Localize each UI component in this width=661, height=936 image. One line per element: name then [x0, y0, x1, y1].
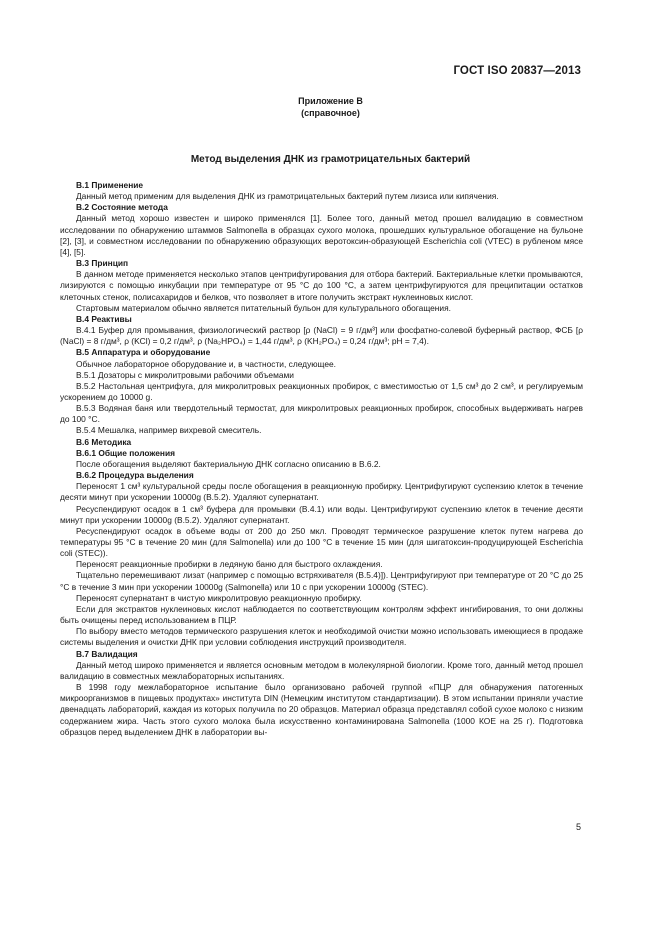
section-heading: В.5 Аппаратура и оборудование [76, 347, 211, 358]
body-paragraph: Тщательно перемешивают лизат (например с помощью встряхивателя (В.5.4)]). Центрифугируют при температуре от 20 °С до 25 °С в течение 3 мин при ускорении 10000g (Salmonella) или 10 с при ускорении 10000g (STEC). [60, 570, 583, 592]
section-heading: В.6.1 Общие положения [76, 447, 175, 458]
body-paragraph: В.4.1 Буфер для промывания, физиологический раствор [ρ (NaCl) = 9 г/дм³] или фосфатно-солевой буферный раствор, ФСБ [ρ (NaCl) = 8 г/дм³, ρ (KCl) = 0,2 г/дм³, ρ (Na₂HPO₄) = 1,44 г/дм³, ρ (KH₂PO₄) = 0,24 г/дм³; pH = 7,4). [60, 325, 583, 347]
section-heading: В.4 Реактивы [76, 313, 132, 324]
body-paragraph: Переносят супернатант в чистую микролитровую реакционную пробирку. [76, 592, 362, 603]
body-paragraph: Данный метод применим для выделения ДНК из грамотрицательных бактерий путем лизиса или кипячения. [76, 191, 499, 202]
body-paragraph: Переносят реакционные пробирки в ледяную баню для быстрого охлаждения. [76, 559, 383, 570]
body-paragraph: В.5.4 Мешалка, например вихревой смеситель. [76, 425, 262, 436]
section-heading: В.6.2 Процедура выделения [76, 470, 194, 481]
body-paragraph: Ресуспендируют осадок в объеме воды от 200 до 250 мкл. Проводят термическое разрушение клеток путем нагрева до температуры 95 °С в течение 20 мин (для Salmonella) или до 100 °С в течение 15 мин (для шигатоксин-продуцирующей Escherichia coli (STEC)). [60, 525, 583, 559]
body-paragraph: По выбору вместо методов термического разрушения клеток и необходимой очистки можно использовать имеющиеся в продаже системы выделения и очистки ДНК при условии соблюдения инструкций производителя. [60, 626, 583, 648]
section-heading: В.6 Методика [76, 436, 132, 447]
body-paragraph: Обычное лабораторное оборудование и, в частности, следующее. [76, 358, 336, 369]
section-heading: В.7 Валидация [76, 648, 138, 659]
body-paragraph: Стартовым материалом обычно является питательный бульон для культурального обогащения. [76, 302, 451, 313]
appendix-subtitle: (справочное) [301, 108, 360, 118]
standard-code: ГОСТ ISO 20837—2013 [453, 65, 581, 77]
body-paragraph: Переносят 1 см³ культуральной среды после обогащения в реакционную пробирку. Центрифугируют суспензию клеток в течение десяти минут при ускорении 10000g (В.5.2). Удаляют супернатант. [60, 481, 583, 503]
body-paragraph: В.5.1 Дозаторы с микролитровыми рабочими объемами [76, 369, 294, 380]
body-paragraph: В данном методе применяется несколько этапов центрифугирования для отбора бактерий. Бактериальные клетки промываются, лизируются с помощью инкубации при температуре от 95 °С до 100 °С, а затем центрифугируются для преципитации остатков клеточных стенок, полисахаридов и белков, что позволяет в итоге получить экстракт нуклеиновых кислот. [60, 269, 583, 302]
document-title: Метод выделения ДНК из грамотрицательных бактерий [190, 154, 471, 165]
page-number: 5 [575, 822, 581, 832]
body-paragraph: Ресуспендируют осадок в 1 см³ буфера для промывки (В.4.1) или воды. Центрифугируют суспензию клеток в течение десяти минут при ускорении 10000g (В.5.2). Удаляют супернатант. [60, 503, 583, 525]
document-body [60, 180, 583, 738]
body-paragraph: В 1998 году межлабораторное испытание было организовано рабочей группой «ПЦР для обнаружения патогенных микроорганизмов в пищевых продуктах» института DIN (Немецким институтом стандартизации). В этом испытании приняли участие двенадцать лабораторий, каждая из которых получила по 20 образцов. Материал образца представлял собой сухое молоко с низким содержанием жира. Часть этого сухого молока была искусственно контаминирована Salmonella (1000 КОЕ на 25 г). Подготовка образцов перед выделением ДНК в лаборатории вы- [60, 682, 583, 737]
body-paragraph: В.5.2 Настольная центрифуга, для микролитровых реакционных пробирок, с вместимостью от 1,5 см³ до 2 см³, и регулируемым ускорением до 10000 g. [60, 380, 583, 402]
section-heading: В.2 Состояние метода [76, 202, 168, 213]
section-heading: В.1 Применение [76, 180, 144, 190]
section-heading: В.3 Принцип [76, 258, 129, 269]
body-paragraph: Данный метод широко применяется и является основным методом в молекулярной биологии. Кроме того, данный метод прошел валидацию в совместных межлабораторных испытаниях. [60, 659, 583, 681]
body-paragraph: В.5.3 Водяная баня или твердотельный термостат, для микролитровых реакционных пробирок, способных выдерживать нагрев до 100 °С. [60, 403, 583, 425]
appendix-title: Приложение В [298, 96, 363, 106]
body-paragraph: После обогащения выделяют бактериальную ДНК согласно описанию в В.6.2. [76, 458, 381, 469]
body-paragraph: Данный метод хорошо известен и широко применялся [1]. Более того, данный метод прошел валидацию в совместном исследовании по обнаружению штаммов Salmonella в образцах сухого молока, прошедших культуральное обогащение на бульоне [2], [3], и совместном исследовании по обнаружению образующих веротоксин-образующей Escherichia coli (VTEC) в рубленом мясе [4], [5]. [60, 213, 583, 257]
body-paragraph: Если для экстрактов нуклеиновых кислот наблюдается по соответствующим контролям эффект ингибирования, то они должны быть очищены перед использованием в ПЦР. [60, 603, 583, 626]
